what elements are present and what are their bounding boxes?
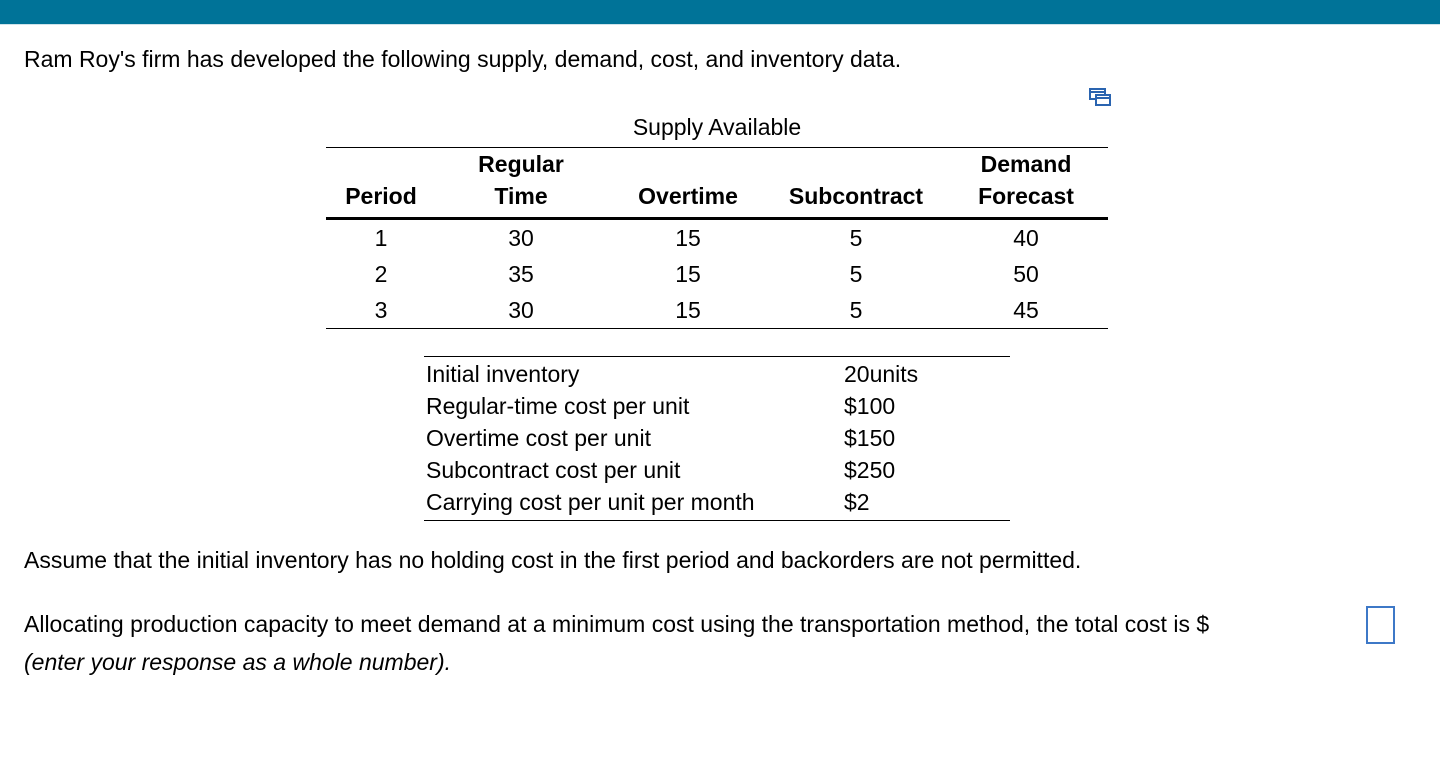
table-bottom-rule [326,328,1108,329]
table-cell-subcontract: 5 [849,261,863,287]
header-period: Period [345,183,417,209]
cost-table-top-rule [424,356,1010,357]
table-cell-regular: 30 [508,297,534,323]
answer-hint: (enter your response as a whole number). [24,649,451,675]
table-cell-demand: 45 [1013,297,1039,323]
table-cell-period: 3 [374,297,388,323]
header-demand-line2: Forecast [978,183,1074,209]
header-subcontract: Subcontract [788,183,924,209]
table-cell-period: 1 [374,225,388,251]
cost-label: Carrying cost per unit per month [426,489,755,515]
cost-table-bottom-rule [424,520,1010,521]
table-cell-subcontract: 5 [849,297,863,323]
answer-input[interactable] [1366,606,1395,644]
table-title: Supply Available [632,114,802,140]
table-cell-overtime: 15 [675,261,701,287]
cost-value: 20units [844,361,919,387]
table-cell-demand: 50 [1013,261,1039,287]
copy-icon[interactable] [1088,86,1112,108]
problem-intro: Ram Roy's firm has developed the following supply, demand, cost, and inventory data. [24,46,902,72]
table-cell-overtime: 15 [675,225,701,251]
header-demand-line1: Demand [980,151,1072,177]
top-banner-divider [0,24,1440,25]
table-cell-demand: 40 [1013,225,1039,251]
top-banner [0,0,1440,24]
question-text: Allocating production capacity to meet demand at a minimum cost using the transportation method, the total cost is $ [24,611,1210,637]
cost-value: $2 [844,489,870,515]
table-cell-regular: 30 [508,225,534,251]
table-cell-regular: 35 [508,261,534,287]
cost-value: $250 [844,457,896,483]
header-overtime: Overtime [638,183,738,209]
header-regular-line1: Regular [478,151,564,177]
cost-label: Regular-time cost per unit [426,393,690,419]
cost-label: Overtime cost per unit [426,425,651,451]
cost-value: $150 [844,425,896,451]
table-cell-overtime: 15 [675,297,701,323]
assumption-text: Assume that the initial inventory has no holding cost in the first period and backorders are not permitted. [24,547,1082,573]
table-cell-subcontract: 5 [849,225,863,251]
header-regular-line2: Time [494,183,548,209]
cost-label: Initial inventory [426,361,580,387]
table-cell-period: 2 [374,261,388,287]
cost-label: Subcontract cost per unit [426,457,681,483]
cost-value: $100 [844,393,896,419]
